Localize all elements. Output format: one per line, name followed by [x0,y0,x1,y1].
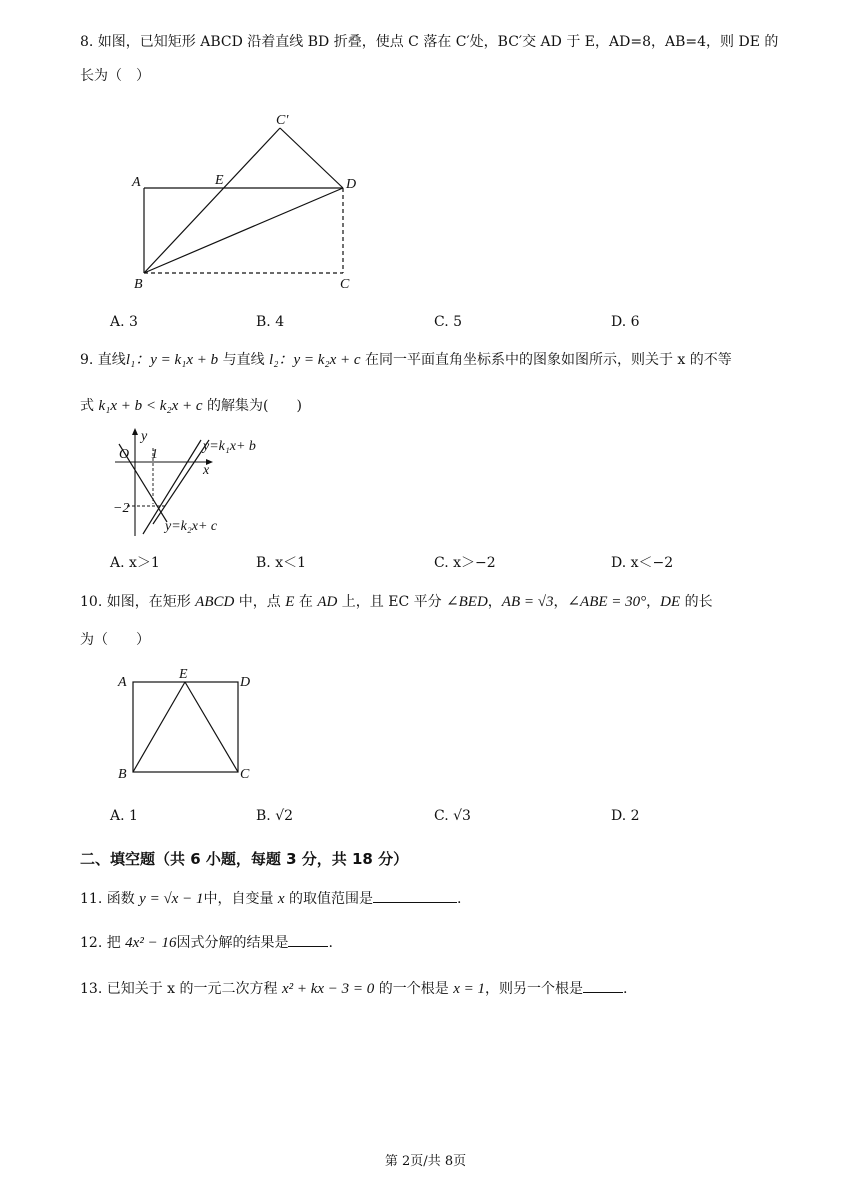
q9-option-b: B. x＜1 [256,555,306,571]
q10-label-d: D [240,675,251,690]
q8-label-d: D [346,177,357,192]
q9-line1: 9. 直线l₁：y = k₁x + b 与直线 l₂：y = k₂x + c 在同一平面直角坐标系中的图象如图所示，则关于 x 的不等 [80,352,732,368]
q10-label-a: A [118,675,127,690]
q9-label-neg2: −2 [113,501,130,516]
q8-figure [120,108,370,298]
q10-line2: 为（ ） [80,632,150,648]
q8-option-a: A. 3 [110,314,138,330]
q10-option-d: D. 2 [611,808,640,824]
q9-option-c: C. x＞−2 [434,555,496,571]
q8-option-d: D. 6 [611,314,640,330]
q9-label-origin: O [119,447,130,462]
q11-answer-blank[interactable] [373,888,457,903]
page-footer: 第 2页/共 8页 [384,1154,467,1169]
q9-option-a: A. x＞1 [110,555,160,571]
q8-label-e: E [215,173,224,188]
q9-graph [105,426,285,546]
q9-label-x: x [203,463,210,478]
q10-figure [110,664,260,786]
q10-label-c: C [240,767,250,782]
q11-line: 11. 函数 y = √x − 1中，自变量 x 的取值范围是 . [80,888,462,909]
q8-line2: 长为（ ） [80,68,150,84]
q9-option-d: D. x＜−2 [611,555,674,571]
q8-label-b: B [134,277,143,292]
q10-label-e: E [179,667,188,682]
q12-line: 12. 把 4x² − 16因式分解的结果是 . [80,932,333,953]
q8-label-c: C [340,277,350,292]
q8-option-b: B. 4 [256,314,285,330]
q13-line: 13. 已知关于 x 的一元二次方程 x² + kx − 3 = 0 的一个根是 x = 1，则另一个根是 . [80,978,627,999]
q10-option-b: B. √2 [256,808,294,824]
q9-label-one: 1 [151,447,158,462]
q8-label-cprime: C′ [276,113,289,128]
q8-label-a: A [132,175,141,190]
q10-line1: 10. 如图，在矩形 ABCD 中，点 E 在 AD 上，且 EC 平分 ∠BED，AB = √3，∠ABE = 30°，DE 的长 [80,594,713,610]
q8-option-c: C. 5 [434,314,463,330]
q12-answer-blank[interactable] [288,932,328,947]
q10-option-a: A. 1 [110,808,138,824]
q9-line2: 式 k₁x + b < k₂x + c 的解集为( ) [80,398,302,414]
q10-label-b: B [118,767,127,782]
q13-answer-blank[interactable] [583,978,623,993]
section-title-fill-in: 二、填空题（共 6 小题，每题 3 分，共 18 分） [80,850,409,868]
q9-label-y: y [141,429,148,444]
q9-label-f1: y=k₁x+ b [203,439,256,454]
q10-option-c: C. √3 [434,808,471,824]
q9-label-f2: y=k₂x+ c [165,519,218,534]
q8-line1: 8. 如图，已知矩形 ABCD 沿着直线 BD 折叠，使点 C 落在 C′处，BC′交 AD 于 E，AD=8，AB=4，则 DE 的 [80,34,779,50]
